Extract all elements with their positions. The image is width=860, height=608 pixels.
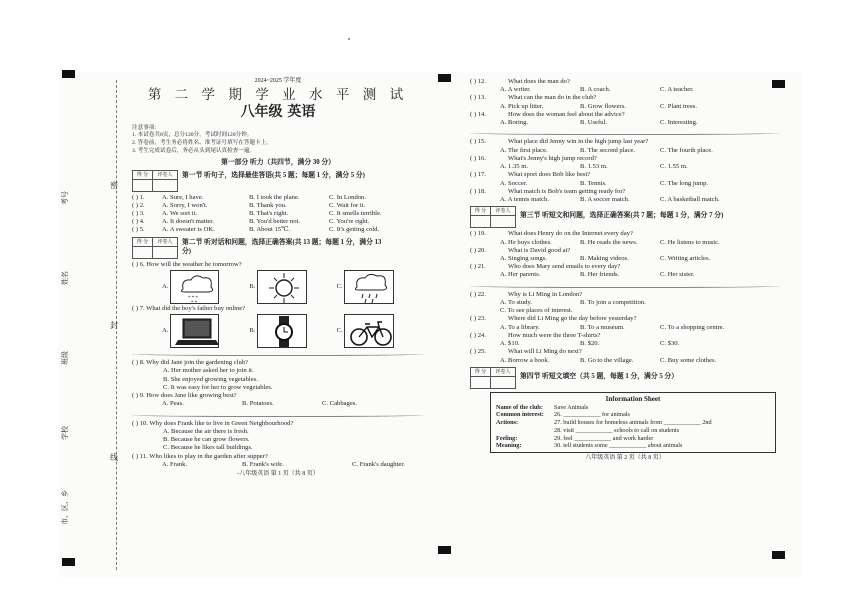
svg-text:* *: * *: [190, 300, 197, 304]
option-row: [470, 147, 780, 155]
question-row: [470, 111, 780, 119]
info-blank[interactable]: 28. visit ____________ schools to call on students: [554, 426, 680, 434]
option: A. Peas.: [162, 400, 184, 408]
district-label: 市、区、乡: [61, 490, 69, 525]
section-title: 第一节 听句子，选择最佳答语(共 5 题；每题 1 分，满分 5 分): [182, 171, 365, 179]
question-row: [470, 348, 780, 356]
option: C. Buy some clothes.: [660, 356, 717, 364]
option: B. Potatoes.: [242, 400, 274, 408]
option: B. $20.: [580, 340, 600, 348]
option: B. About 15℃.: [249, 226, 291, 234]
question-row: [470, 171, 780, 179]
option: C. Her sister.: [660, 271, 695, 279]
option: A. A sweater is OK.: [162, 226, 215, 234]
question-number: ( ) 2.: [132, 201, 145, 209]
question-text: What's Jenny's high jump record?: [508, 154, 597, 162]
option: C. He listens to music.: [660, 238, 720, 246]
question-row: [470, 94, 780, 102]
question-text: Where did Li Ming go the day before yesterday?: [508, 315, 637, 323]
score-box: [132, 237, 178, 259]
option: C. Wait for it.: [329, 201, 366, 209]
question-11: ( ) 11. Who likes to play in the garden after supper?: [132, 452, 268, 460]
option: B. Grow flowers.: [580, 102, 626, 110]
option: B. That's right.: [249, 210, 289, 218]
question-text: What match is Bob's team getting ready for?: [508, 187, 626, 195]
option: B. Go to the village.: [580, 356, 634, 364]
score-cell[interactable]: [471, 377, 491, 388]
option: A. Soccer.: [500, 179, 528, 187]
question-8: ( ) 8. Why did Jane join the gardening club?: [132, 359, 248, 367]
question-number: ( ) 18.: [470, 187, 486, 195]
option: C. Cabbages.: [322, 400, 357, 408]
question-text: How much were the three T-shirts?: [508, 331, 601, 339]
option: B. Tennis.: [580, 179, 607, 187]
class-label: 班级: [61, 351, 69, 365]
question-number: ( ) 25.: [470, 348, 486, 356]
option: C. A teacher.: [660, 86, 694, 94]
question-7: ( ) 7. What did the boy's father buy online?: [132, 304, 246, 312]
question-text: What can the man do in the club?: [508, 94, 597, 102]
question-row: [132, 202, 424, 210]
option: C. It was easy for her to grow vegetables.: [163, 383, 273, 391]
option: C. The long jump.: [660, 179, 709, 187]
question-number: ( ) 14.: [470, 110, 486, 118]
question-number: ( ) 15.: [470, 138, 486, 146]
score-cell[interactable]: [133, 247, 153, 258]
score-cell[interactable]: [133, 180, 153, 191]
registration-mark: [438, 74, 451, 82]
question-text: What sport does Bob like best?: [508, 171, 591, 179]
option: B. Her friends.: [580, 271, 620, 279]
info-row: [496, 411, 770, 419]
option: C. It's getting cold.: [329, 226, 380, 234]
question-number: ( ) 24.: [470, 331, 486, 339]
option: B. She enjoyed growing vegetables.: [163, 375, 258, 383]
option: A. Sure, I have.: [162, 193, 204, 201]
option: A. Singing songs.: [500, 254, 547, 262]
question-row: [132, 218, 424, 226]
rain-cloud-icon: [344, 270, 394, 304]
registration-mark: [438, 546, 451, 554]
question-row: [470, 155, 780, 163]
info-blank[interactable]: 30. tell students some ____________ about animals: [554, 442, 683, 450]
question-row: [470, 263, 780, 271]
question-6: ( ) 6. How will the weather be tomorrow?: [132, 260, 242, 268]
page-1: [132, 78, 424, 479]
info-key: Common interest:: [496, 411, 544, 419]
question-row: [470, 315, 780, 323]
option: A. Borrow a book.: [500, 356, 550, 364]
bicycle-icon: [344, 314, 394, 348]
option-row: [470, 299, 780, 307]
grader-cell[interactable]: [153, 180, 177, 191]
info-key: Actions:: [496, 419, 518, 427]
option: A. It doesn't matter.: [162, 218, 214, 226]
info-value: Save Animals: [554, 403, 589, 411]
info-key: Feeling:: [496, 434, 518, 442]
part-heading: 第一部分 听力（共四节，满分 30 分）: [221, 159, 335, 167]
question-text: How does the woman feel about the advice?: [508, 110, 625, 118]
score-cell[interactable]: [471, 216, 491, 227]
seal-char: 封: [110, 321, 118, 330]
option-label: B.: [249, 327, 256, 335]
page-footer: -八年级英语 第 1 页（共 8 页）: [237, 471, 319, 477]
option: B. Frank's wife.: [242, 460, 284, 468]
binding-margin: [60, 80, 124, 570]
option-list: [132, 428, 424, 453]
score-label: 得 分: [133, 238, 153, 247]
question-text: What is David good at?: [508, 246, 571, 254]
option: A. A tennis match.: [500, 196, 549, 204]
note-line: 2. 答卷前，考生务必将姓名、准考证号填写在答题卡上。: [132, 139, 272, 146]
option-label: A.: [162, 282, 169, 290]
snow-cloud-icon: [170, 270, 220, 304]
section-title: 第四节 听短文填空（共 5 题，每题 1 分，满分 5 分）: [520, 372, 679, 380]
option: A. The first place.: [500, 146, 548, 154]
score-box: [470, 367, 516, 389]
question-number: ( ) 23.: [470, 315, 486, 323]
question-text: What will Li Ming do next?: [508, 348, 582, 356]
info-row: [496, 419, 770, 427]
question-text: What place did Jenny win in the high jump last year?: [508, 138, 649, 146]
question-text: Why is Li Ming in London?: [508, 290, 583, 298]
info-key: [496, 427, 554, 435]
question-number: ( ) 12.: [470, 78, 486, 85]
option-label: C.: [336, 282, 343, 290]
section-divider: [132, 351, 424, 356]
score-label: 得 分: [471, 207, 491, 216]
seal-char: 密: [110, 181, 118, 190]
option: C. To a shopping centre.: [660, 323, 725, 331]
option-row: [470, 271, 780, 279]
option-row: [470, 324, 780, 332]
option: B. You'd better not.: [249, 218, 301, 226]
option: B. A soccer match.: [580, 196, 630, 204]
option: A. Frank.: [162, 460, 188, 468]
option: C. $30.: [660, 340, 680, 348]
note-line: 注意事项：: [132, 124, 160, 131]
option: C. In London.: [329, 193, 366, 201]
option-label: C.: [336, 327, 343, 335]
option: B. To a museum.: [580, 323, 625, 331]
question-number: ( ) 17.: [470, 171, 486, 179]
question-row: [132, 194, 424, 202]
info-row: [496, 427, 770, 435]
question-number: ( ) 16.: [470, 154, 486, 162]
page-2: [470, 78, 780, 463]
option: C. To see places of interest.: [500, 307, 573, 315]
option: B. He reads the news.: [580, 238, 638, 246]
option: C. 1.55 m.: [660, 163, 688, 171]
registration-mark: [62, 70, 75, 78]
grader-label: 评卷人: [153, 238, 177, 247]
option: A. Her mother asked her to join it.: [163, 367, 254, 375]
question-number: ( ) 1.: [132, 193, 145, 201]
option: A. A writer.: [500, 86, 531, 94]
option-row: [470, 255, 780, 263]
option: A. Boring.: [500, 119, 529, 127]
info-blank[interactable]: 29. feel ____________ and work harder: [554, 434, 654, 442]
seal-char: 线: [110, 453, 118, 462]
question-number: ( ) 5.: [132, 226, 145, 234]
school-year: 2024~2025 学年度: [254, 78, 302, 84]
option-row: [470, 196, 780, 204]
laptop-icon: [170, 314, 220, 348]
info-blank[interactable]: 27. build houses for homeless animals from ____________ 2nd: [554, 419, 712, 427]
question-text: What does the man do?: [508, 78, 570, 85]
option-row: [470, 340, 780, 348]
question-number: ( ) 20.: [470, 246, 486, 254]
option: B. Thank you.: [249, 201, 287, 209]
question-row: [470, 188, 780, 196]
option: C. Because he likes tall buildings.: [163, 444, 253, 452]
option-list: [132, 367, 424, 392]
registration-mark: [772, 551, 785, 559]
option-row: [470, 307, 780, 315]
option: B. To join a competition.: [580, 298, 646, 306]
section-1-header: [132, 170, 424, 192]
grader-cell[interactable]: [491, 216, 515, 227]
svg-text:* * *: * * *: [187, 295, 198, 301]
section-title: 第三节 听短文和问题，选择正确答案(共 7 题；每题 1 分，满分 7 分): [520, 212, 724, 220]
section-divider: [470, 130, 780, 135]
option: C. You're right.: [329, 218, 370, 226]
q7-pictures: [132, 314, 424, 348]
option-label: B.: [249, 282, 256, 290]
section-2-header: [132, 237, 424, 259]
page-footer: 八年级英语 第 2 页（共 8 页）: [585, 455, 665, 462]
option: A. Her parents.: [500, 271, 541, 279]
option-row: [470, 119, 780, 127]
exam-title: 第 二 学 期 学 业 水 平 测 试: [147, 86, 409, 102]
grader-label: 评卷人: [153, 171, 177, 180]
info-key: Name of the club:: [496, 403, 543, 411]
info-sheet-heading: Information Sheet: [605, 394, 661, 403]
option: A. Because the air there is fresh.: [163, 427, 249, 435]
option-row: [470, 180, 780, 188]
option: C. Plant trees.: [660, 102, 697, 110]
question-row: [470, 230, 780, 238]
question-number: ( ) 13.: [470, 94, 486, 102]
question-text: What does Henry do on the Internet every day?: [508, 230, 633, 238]
option-row: [132, 461, 424, 469]
question-9: ( ) 9. How does Jane like growing best?: [132, 392, 237, 400]
scan-speck: [348, 38, 350, 40]
option: C. Interesting.: [660, 119, 698, 127]
option-row: [470, 163, 780, 171]
score-box: [132, 170, 178, 192]
option: C. Writing articles.: [660, 254, 711, 262]
info-row: [496, 442, 770, 450]
question-row: [470, 138, 780, 146]
option-row: [470, 239, 780, 247]
option-row: [132, 400, 424, 408]
school-label: 学校: [61, 426, 69, 440]
question-row: [132, 210, 424, 218]
question-row: [470, 78, 780, 86]
option-label: A.: [162, 327, 169, 335]
section-divider: [132, 412, 424, 417]
score-box: [470, 206, 516, 228]
exam-notes: [132, 125, 424, 155]
option: A. We sort it.: [162, 210, 198, 218]
watch-icon: [257, 314, 307, 348]
information-sheet: [490, 392, 776, 453]
grader-cell[interactable]: [153, 247, 177, 258]
info-blank[interactable]: 26. ____________ for animals: [554, 411, 630, 419]
option-row: [470, 357, 780, 365]
option: B. The second place.: [580, 146, 635, 154]
option: A. Pick up litter.: [500, 102, 544, 110]
question-row: [132, 226, 424, 234]
sun-icon: [257, 270, 307, 304]
section-3-header: [470, 206, 780, 228]
section-divider: [470, 283, 780, 288]
option: A. $10.: [500, 340, 520, 348]
grader-label: 评卷人: [491, 207, 515, 216]
question-row: [470, 332, 780, 340]
question-10: ( ) 10. Why does Frank like to live in Green Neighbourhood?: [132, 419, 294, 427]
note-line: 1. 本试卷共8页，总分120分，考试时间120分钟。: [132, 132, 253, 139]
option: C. It smells terrible.: [329, 210, 382, 218]
question-row: [470, 291, 780, 299]
section-4-header: [470, 367, 780, 389]
score-label: 得 分: [133, 171, 153, 180]
grader-cell[interactable]: [491, 377, 515, 388]
option: C. A basketball match.: [660, 196, 720, 204]
question-number: ( ) 21.: [470, 263, 486, 271]
student-id-label: 考号: [61, 191, 69, 205]
info-row: [496, 435, 770, 443]
option: A. Sorry, I won't.: [162, 201, 208, 209]
option: B. Making videos.: [580, 254, 629, 262]
grader-label: 评卷人: [491, 368, 515, 377]
section-title: 第二节 听对话和问题，选择正确答案(共 13 题；每题 1 分，满分 13 分): [182, 238, 382, 255]
question-number: ( ) 4.: [132, 218, 145, 226]
option: B. I took the plane.: [249, 193, 300, 201]
info-key: Meaning:: [496, 442, 522, 450]
option: C. Frank's daughter.: [352, 460, 405, 468]
option: A. To study.: [500, 298, 532, 306]
name-label: 姓名: [61, 271, 69, 285]
question-number: ( ) 22.: [470, 290, 486, 298]
score-label: 得 分: [471, 368, 491, 377]
option: B. 1.53 m.: [580, 163, 608, 171]
info-row: [496, 404, 770, 412]
option: A. He buys clothes.: [500, 238, 552, 246]
note-line: 3. 考生完成试卷后，务必从头到尾认真检查一遍。: [132, 147, 256, 154]
option: B. Because he can grow flowers.: [163, 436, 250, 444]
option: B. A coach.: [580, 86, 611, 94]
question-number: ( ) 3.: [132, 210, 145, 218]
option-row: [470, 103, 780, 111]
question-number: ( ) 19.: [470, 230, 486, 238]
q6-pictures: [132, 270, 424, 304]
option: B. Useful.: [580, 119, 607, 127]
question-row: [470, 247, 780, 255]
option: A. 1.35 m.: [500, 163, 529, 171]
exam-subtitle: 八年级 英语: [240, 104, 316, 121]
question-text: Who does Mary send emails to every day?: [508, 263, 621, 271]
option-row: [470, 86, 780, 94]
option: C. The fourth place.: [660, 146, 713, 154]
option: A. To a library.: [500, 323, 540, 331]
